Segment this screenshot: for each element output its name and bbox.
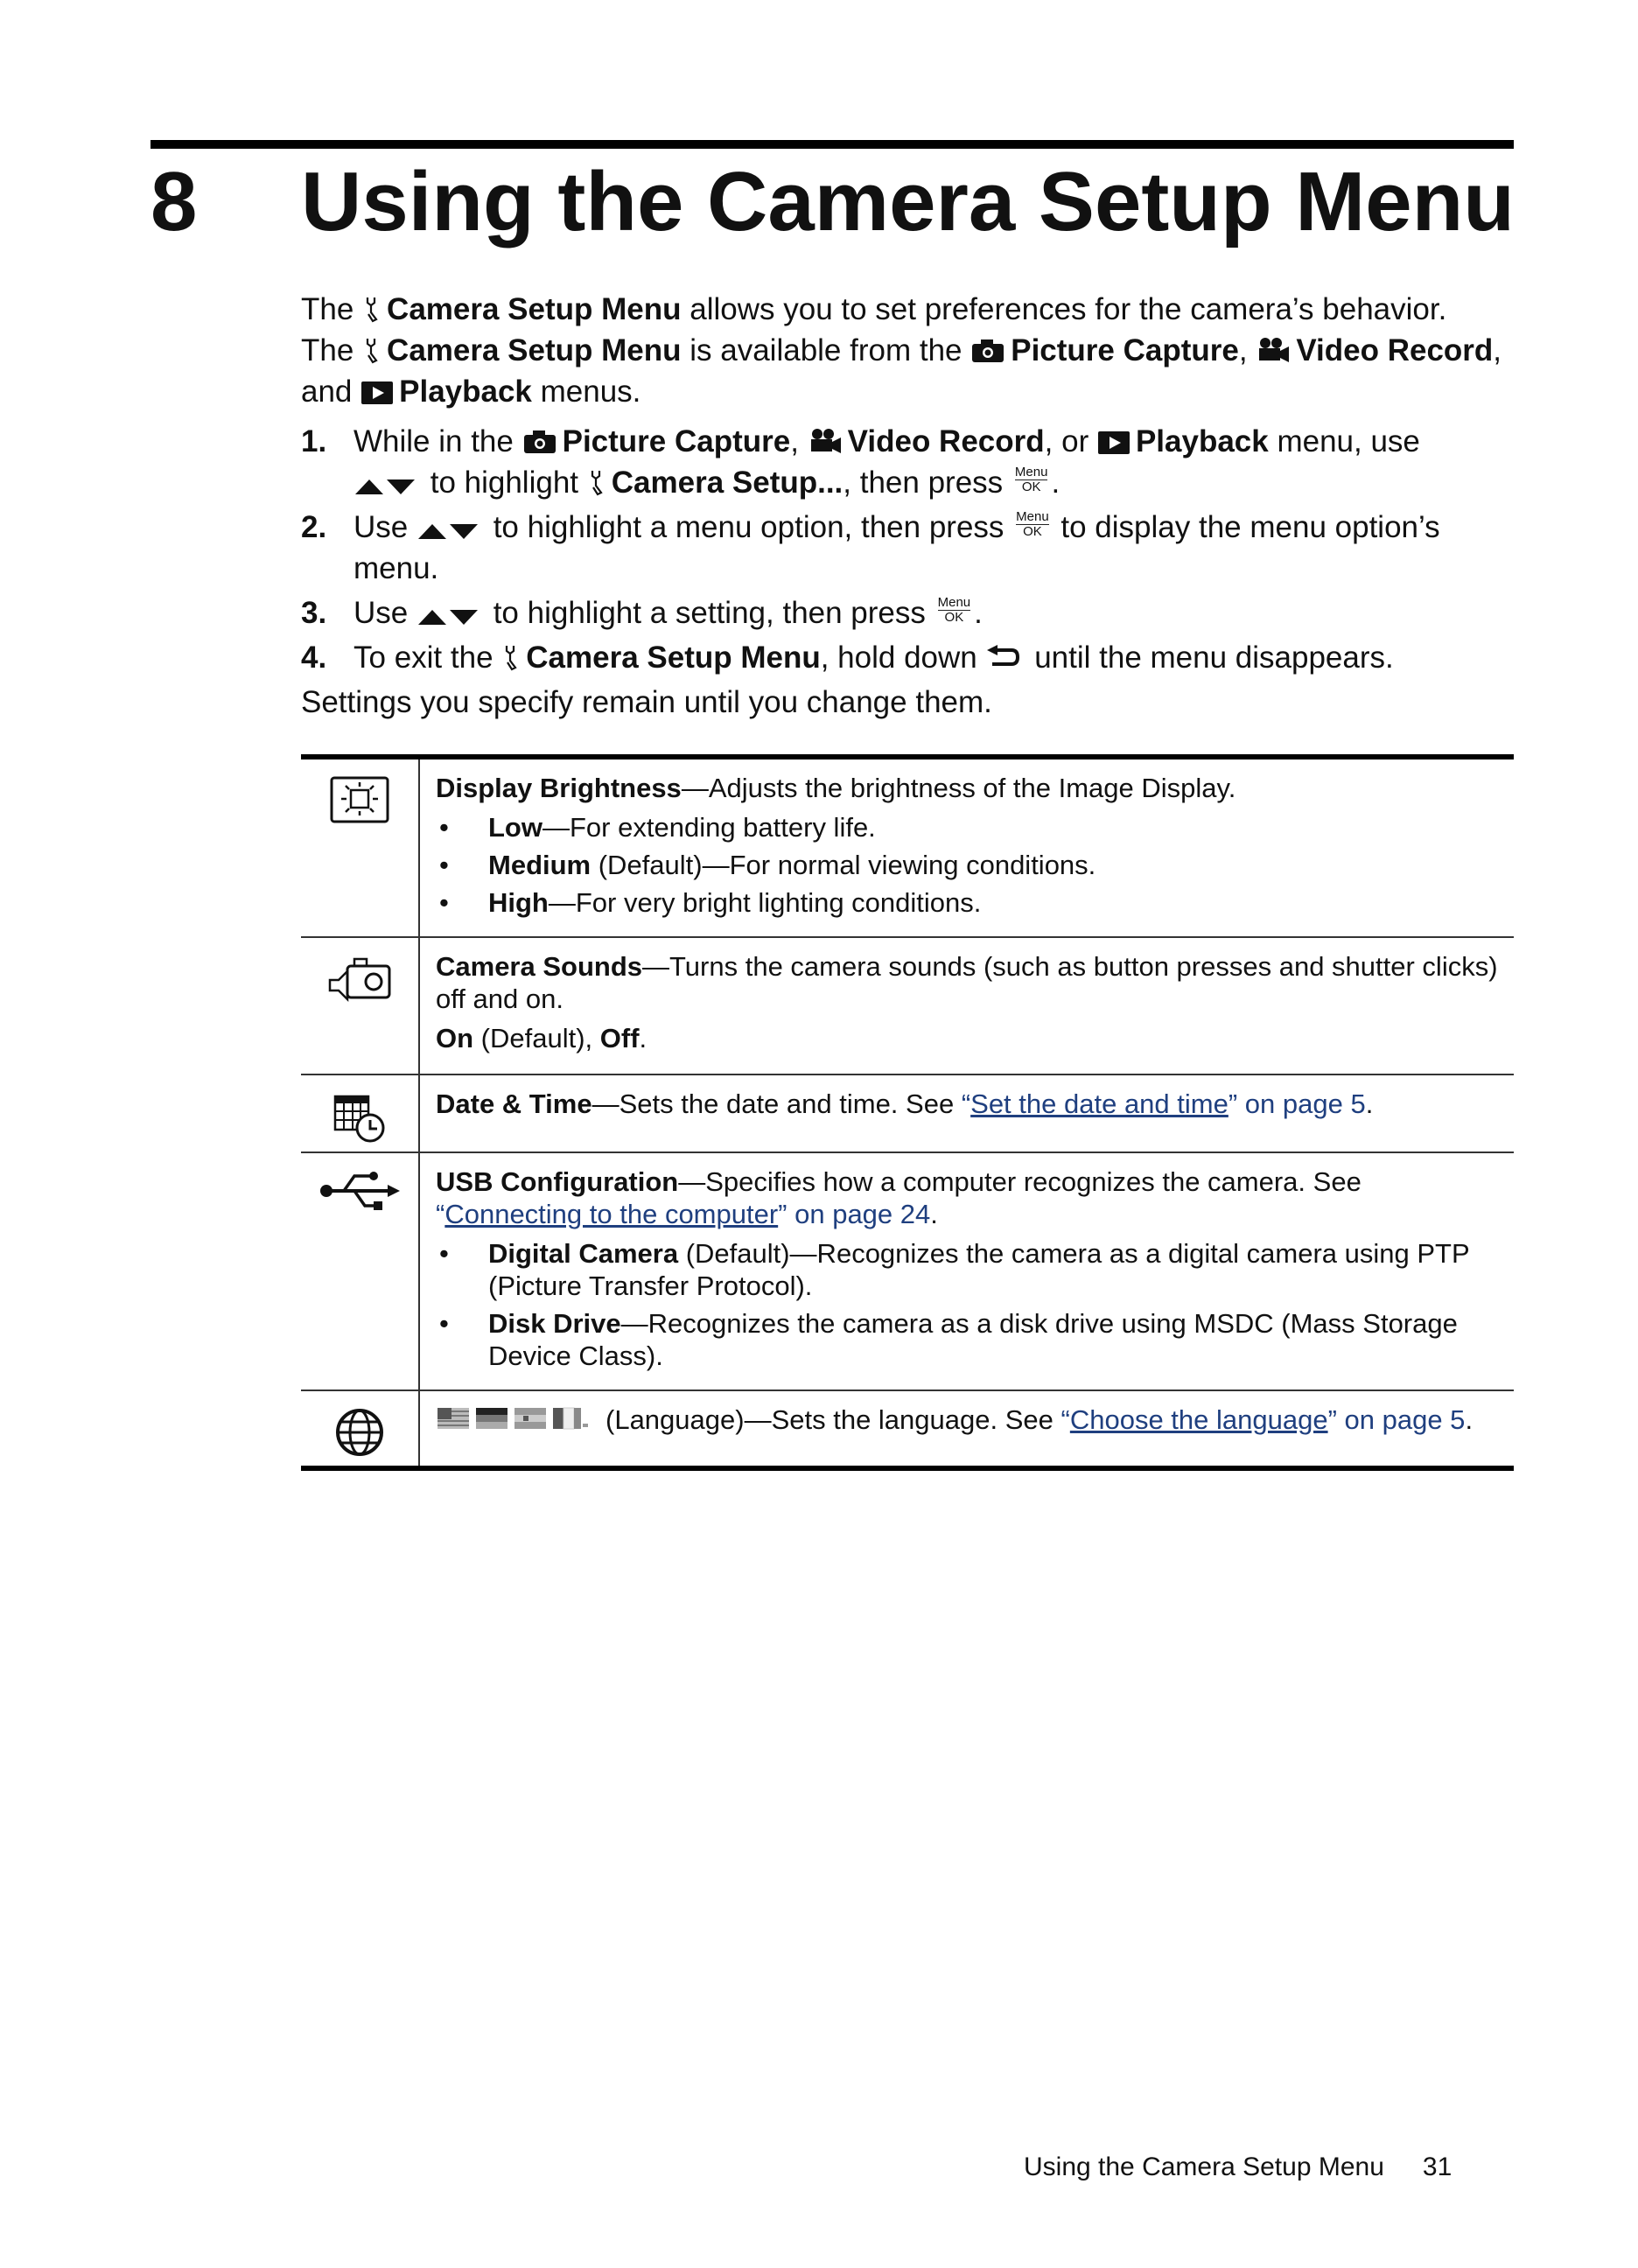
setting-row-datetime: Date & Time—Sets the date and time. See “Set the date and time” on page 5. <box>301 1074 1514 1152</box>
menu-ok-button-icon: Menu OK <box>1014 465 1048 494</box>
step-4: 4. To exit the Camera Setup Menu, hold down until the menu disappears. <box>301 640 1394 675</box>
intro-section <box>301 289 1514 723</box>
steps-list <box>301 421 1514 678</box>
playback-icon <box>360 381 394 405</box>
up-down-arrows-icon <box>354 477 416 496</box>
link-connecting-computer[interactable]: Connecting to the computer <box>444 1199 779 1229</box>
setting-row-usb: USB Configuration—Specifies how a computer recognizes the camera. See “Connecting to the computer” on page 24. • Digital Camera (Default)—Recognizes the camera as a digital camera using PTP (Picture Transfer Protocol). • Disk Drive—Recognizes the camera as a disk drive using MSDC (Mass Storage Device Class). <box>301 1152 1514 1390</box>
video-camera-icon <box>1256 336 1291 364</box>
footer-title: Using the Camera Setup Menu <box>1024 2152 1384 2181</box>
usb-options <box>436 1237 1500 1372</box>
page-number: 31 <box>1422 2152 1452 2181</box>
camera-icon <box>522 429 557 455</box>
link-set-date-time[interactable]: Set the date and time <box>970 1088 1228 1119</box>
setting-row-language: (Language)—Sets the language. See “Choose the language” on page 5. <box>301 1390 1514 1468</box>
intro-paragraph-1: The Camera Setup Menu allows you to set preferences for the camera’s behavior. <box>301 292 1447 326</box>
chapter-rule <box>150 140 1514 149</box>
setting-row-brightness: Display Brightness—Adjusts the brightness of the Image Display. • Low—For extending battery life. • Medium (Default)—For normal viewing conditions. • High—For very bright lighting conditions. <box>301 757 1514 937</box>
menu-ok-button-icon: Menu OK <box>937 595 971 625</box>
step-1: 1. While in the Picture Capture, Video Record, or Playback menu, use to highlight Camera Setup..., then press Menu OK . <box>301 424 1420 500</box>
intro-paragraph-2: The Camera Setup Menu is available from the Picture Capture, Video Record, and Playback menus. <box>301 333 1502 409</box>
video-camera-icon <box>808 427 843 455</box>
back-arrow-icon <box>985 645 1020 671</box>
list-item: • Low—For extending battery life. <box>436 811 1500 844</box>
usb-icon <box>318 1169 402 1213</box>
brightness-options <box>436 811 1500 919</box>
list-item: • Medium (Default)—For normal viewing conditions. <box>436 849 1500 881</box>
up-down-arrows-icon <box>416 607 480 626</box>
list-item: • High—For very bright lighting conditions. <box>436 886 1500 919</box>
up-down-arrows-icon <box>416 522 480 541</box>
setting-row-sounds: Camera Sounds—Turns the camera sounds (such as button presses and shutter clicks) off and on. On (Default), Off. <box>301 937 1514 1074</box>
wrench-icon <box>501 643 521 671</box>
step-2: 2. Use to highlight a menu option, then press Menu OK to display the menu option’s menu. <box>301 509 1440 585</box>
step-3: 3. Use to highlight a setting, then press Menu OK . <box>301 595 983 630</box>
settings-note: Settings you specify remain until you change them. <box>301 685 992 719</box>
language-flags-icon <box>436 1406 590 1431</box>
chapter-number: 8 <box>150 155 198 248</box>
wrench-icon <box>362 295 382 323</box>
page-footer <box>1024 2152 1452 2182</box>
list-item: • Disk Drive—Recognizes the camera as a disk drive using MSDC (Mass Storage Device Class). <box>436 1307 1500 1372</box>
chapter-title: Using the Camera Setup Menu <box>301 155 1515 248</box>
list-item: • Digital Camera (Default)—Recognizes the camera as a digital camera using PTP (Picture Transfer Protocol). <box>436 1237 1500 1302</box>
camera-sounds-icon <box>326 954 393 1003</box>
playback-icon <box>1097 430 1130 455</box>
link-choose-language[interactable]: Choose the language <box>1069 1404 1328 1435</box>
globe-icon <box>334 1407 385 1458</box>
menu-ok-button-icon: Menu OK <box>1016 509 1049 539</box>
settings-table <box>301 754 1514 1471</box>
camera-icon <box>970 338 1005 364</box>
wrench-icon <box>587 468 606 496</box>
date-time-icon <box>332 1091 388 1144</box>
wrench-icon <box>362 336 382 364</box>
brightness-icon <box>329 775 390 824</box>
